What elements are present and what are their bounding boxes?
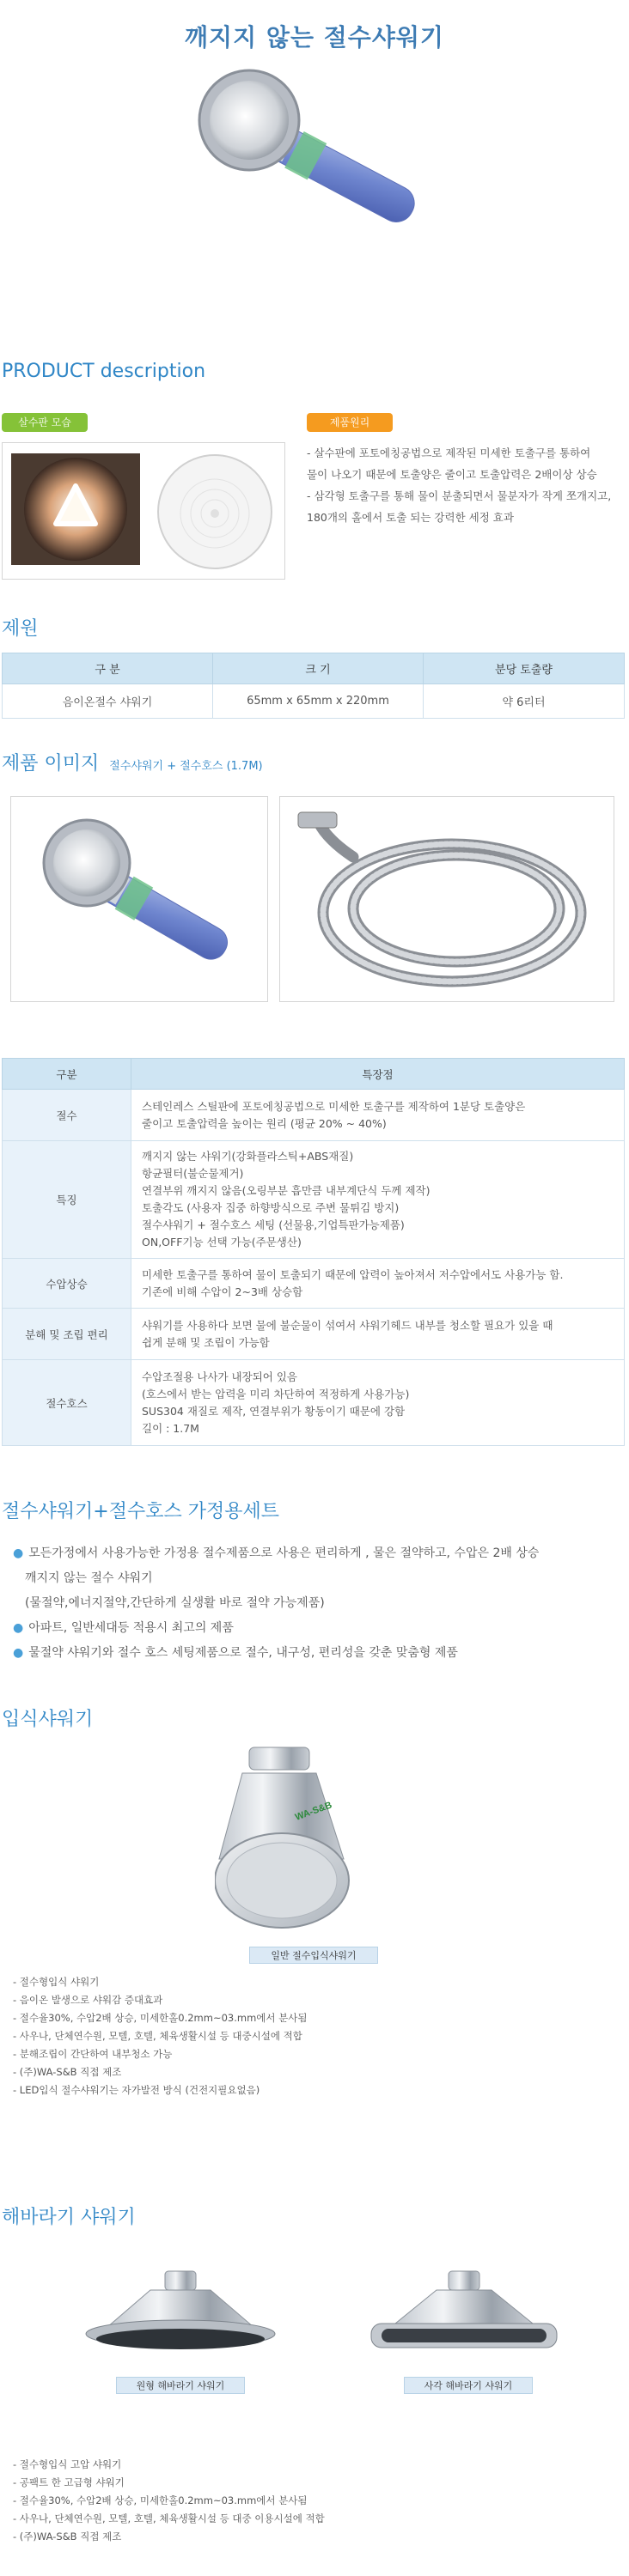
standing-list-item: - 음이온 발생으로 샤워감 증대효과 (13, 1994, 163, 2006)
features-value (131, 1309, 625, 1360)
features-header-cell: 구분 (3, 1059, 131, 1090)
spec-table (2, 653, 625, 719)
standing-shower-list (13, 1973, 614, 2099)
spec-cell: 65mm x 65mm x 220mm (213, 684, 424, 719)
features-line: 수압조절용 나사가 내장되어 있음 (142, 1370, 297, 1383)
features-line: 항균필터(불순물제거) (142, 1167, 244, 1180)
standing-list-item: - 절수형입식 샤워기 (13, 1976, 100, 1988)
features-line: 쉽게 분해 및 조립이 가능함 (142, 1335, 270, 1349)
home-set-line (13, 1566, 623, 1591)
features-line: ON,OFF기능 선택 가능(주문생산) (142, 1236, 302, 1249)
principle-label: 제품원리 (307, 413, 393, 432)
standing-list-item: - 절수율30%, 수압2배 상승, 미세한홀0.2mm~03.mm에서 분사됨 (13, 2012, 308, 2024)
round-sunflower-caption: 원형 해바라기 샤워기 (116, 2377, 245, 2394)
home-set-heading: 절수샤워기+절수호스 가정용세트 (2, 1501, 279, 1522)
home-set-line (13, 1591, 623, 1616)
features-line: 절수샤워기 + 절수호스 세팅 (선물용,기업특판가능제품) (142, 1218, 405, 1231)
spec-header-cell: 크 기 (213, 653, 424, 684)
shower-head-image (28, 810, 252, 990)
shower-hose-photo (279, 796, 614, 1002)
shower-head-hero-image (172, 60, 455, 258)
principle-line: - 살수판에 포토에칭공법으로 제작된 미세한 토출구를 통하여 (307, 447, 591, 459)
features-line: 줄이고 토출압력을 높이는 원리 (평균 20% ~ 40%) (142, 1116, 387, 1130)
shower-head-photo (10, 796, 268, 1002)
home-set-text (13, 1541, 623, 1666)
spray-plate-label: 살수판 모습 (2, 413, 88, 432)
square-sunflower-caption: 사각 해바라기 샤워기 (404, 2377, 533, 2394)
spec-cell: 약 6리터 (424, 684, 625, 719)
product-images-title: 제품 이미지 (2, 753, 100, 775)
features-row (3, 1259, 625, 1309)
product-images-subtitle: 절수샤워기 + 절수호스 (1.7M) (109, 760, 263, 773)
features-key: 수압상승 (3, 1259, 131, 1309)
shower-hose-image (293, 805, 602, 994)
spray-plate-light-image (11, 453, 140, 565)
product-images-heading (2, 749, 263, 775)
round-sunflower-shower-image (77, 2267, 284, 2370)
features-line: 미세한 토출구를 통하여 물이 토출되기 때문에 압력이 높아져서 저수압에서도 사용가능 함. (142, 1267, 564, 1281)
home-set-line (13, 1641, 623, 1666)
home-set-line (13, 1616, 623, 1641)
standing-list-item: - (주)WA-S&B 직접 제조 (13, 2066, 122, 2078)
features-header-row (3, 1059, 625, 1090)
bullet-icon: ● (13, 1546, 24, 1560)
features-value (131, 1259, 625, 1309)
spec-cell: 음이온절수 샤워기 (3, 684, 213, 719)
principle-line: - 삼각형 토출구를 통해 물이 분출되면서 물분자가 작게 쪼개지고, (307, 489, 612, 502)
features-line: 기존에 비해 수압이 2~3배 상승함 (142, 1285, 303, 1298)
principle-text (307, 442, 625, 528)
features-row (3, 1141, 625, 1259)
home-set-line-text: 깨지지 않는 절수 샤워기 (25, 1571, 153, 1585)
home-set-line-text: 아파트, 일반세대등 적용시 최고의 제품 (28, 1621, 234, 1635)
features-line: 스테인레스 스틸판에 포토에칭공법으로 미세한 토출구를 제작하여 1분당 토출양은 (142, 1099, 526, 1113)
standing-list-item: - 사우나, 단체연수원, 모텔, 호텔, 체육생활시설 등 대중시설에 적합 (13, 2030, 302, 2042)
standing-list-item: - 분해조립이 간단하여 내부청소 가능 (13, 2048, 173, 2060)
bullet-icon: ● (13, 1621, 24, 1635)
spec-heading: 제원 (2, 618, 39, 640)
home-set-line-text: (물절약,에너지절약,간단하게 실생활 바로 절약 가능제품) (25, 1596, 325, 1610)
home-set-line-text: 물절약 샤워기와 절수 호스 세팅제품으로 절수, 내구성, 편리성을 갖춘 맞춤형 제품 (28, 1646, 458, 1660)
standing-shower-heading: 입식샤워기 (2, 1709, 94, 1730)
spec-header-row (3, 653, 625, 684)
home-set-line (13, 1541, 623, 1566)
features-key: 절수 (3, 1090, 131, 1141)
features-value (131, 1090, 625, 1141)
features-value (131, 1141, 625, 1259)
spec-row (3, 684, 625, 719)
features-line: 깨지지 않는 샤워기(강화플라스틱+ABS재질) (142, 1150, 354, 1163)
features-value (131, 1360, 625, 1446)
features-row (3, 1309, 625, 1360)
principle-line: 180개의 홀에서 토출 되는 강력한 세정 효과 (307, 511, 514, 524)
features-line: 토출각도 (사용자 집중 하향방식으로 주변 물튀김 방지) (142, 1201, 400, 1214)
features-line: (호스에서 받는 압력을 미리 차단하여 적정하게 사용가능) (142, 1387, 410, 1400)
features-line: 연결부위 깨지지 않음(오링부분 흡만큼 내부계단식 두께 제작) (142, 1184, 431, 1197)
features-key: 분해 및 조립 편리 (3, 1309, 131, 1360)
features-line: SUS304 재질로 제작, 연결부위가 황동이기 때문에 강함 (142, 1404, 406, 1418)
features-table (2, 1058, 625, 1446)
spec-header-cell: 구 분 (3, 653, 213, 684)
square-sunflower-shower-image (361, 2267, 567, 2370)
sunflower-list-item: - (주)WA-S&B 직접 제조 (13, 2530, 122, 2543)
spray-plate-disc-image (153, 452, 278, 572)
standing-shower-image (215, 1739, 369, 1945)
sunflower-shower-heading: 해바라기 샤워기 (2, 2207, 136, 2228)
sunflower-list-item: - 절수형입식 고압 샤워기 (13, 2458, 122, 2470)
features-line: 샤워기를 사용하다 보면 물에 불순물이 섞여서 샤워기헤드 내부를 청소할 필요가 있을 때 (142, 1318, 553, 1332)
features-key: 특징 (3, 1141, 131, 1259)
features-row (3, 1090, 625, 1141)
features-header-cell: 특장점 (131, 1059, 625, 1090)
home-set-line-text: 모든가정에서 사용가능한 가정용 절수제품으로 사용은 편리하게 , 물은 절약하고, 수압은 2배 상승 (28, 1546, 540, 1560)
principle-line: 물이 나오기 때문에 토출양은 줄이고 토출압력은 2배이상 상승 (307, 468, 597, 481)
sunflower-shower-list (13, 2456, 614, 2546)
page-title: 깨지지 않는 절수샤워기 (185, 23, 444, 52)
spec-header-cell: 분당 토출량 (424, 653, 625, 684)
standing-list-item: - LED입식 절수샤워기는 자가발전 방식 (건전지필요없음) (13, 2084, 260, 2096)
sunflower-list-item: - 사우나, 단체연수원, 모텔, 호텔, 체육생활시설 등 대중 이용시설에 적합 (13, 2512, 325, 2524)
standing-shower-badge: WA-S&B (293, 1800, 333, 1823)
features-line: 길이 : 1.7M (142, 1421, 199, 1435)
standing-shower-caption: 일반 절수입식샤워기 (249, 1947, 378, 1964)
features-key: 절수호스 (3, 1360, 131, 1446)
spray-plate-photos (2, 442, 285, 580)
bullet-icon: ● (13, 1646, 24, 1660)
product-description-heading: PRODUCT description (2, 361, 206, 382)
sunflower-list-item: - 절수율30%, 수압2배 상승, 미세한홀0.2mm~03.mm에서 분사됨 (13, 2494, 308, 2506)
sunflower-list-item: - 공팩트 한 고급형 샤워기 (13, 2476, 125, 2488)
features-row (3, 1360, 625, 1446)
